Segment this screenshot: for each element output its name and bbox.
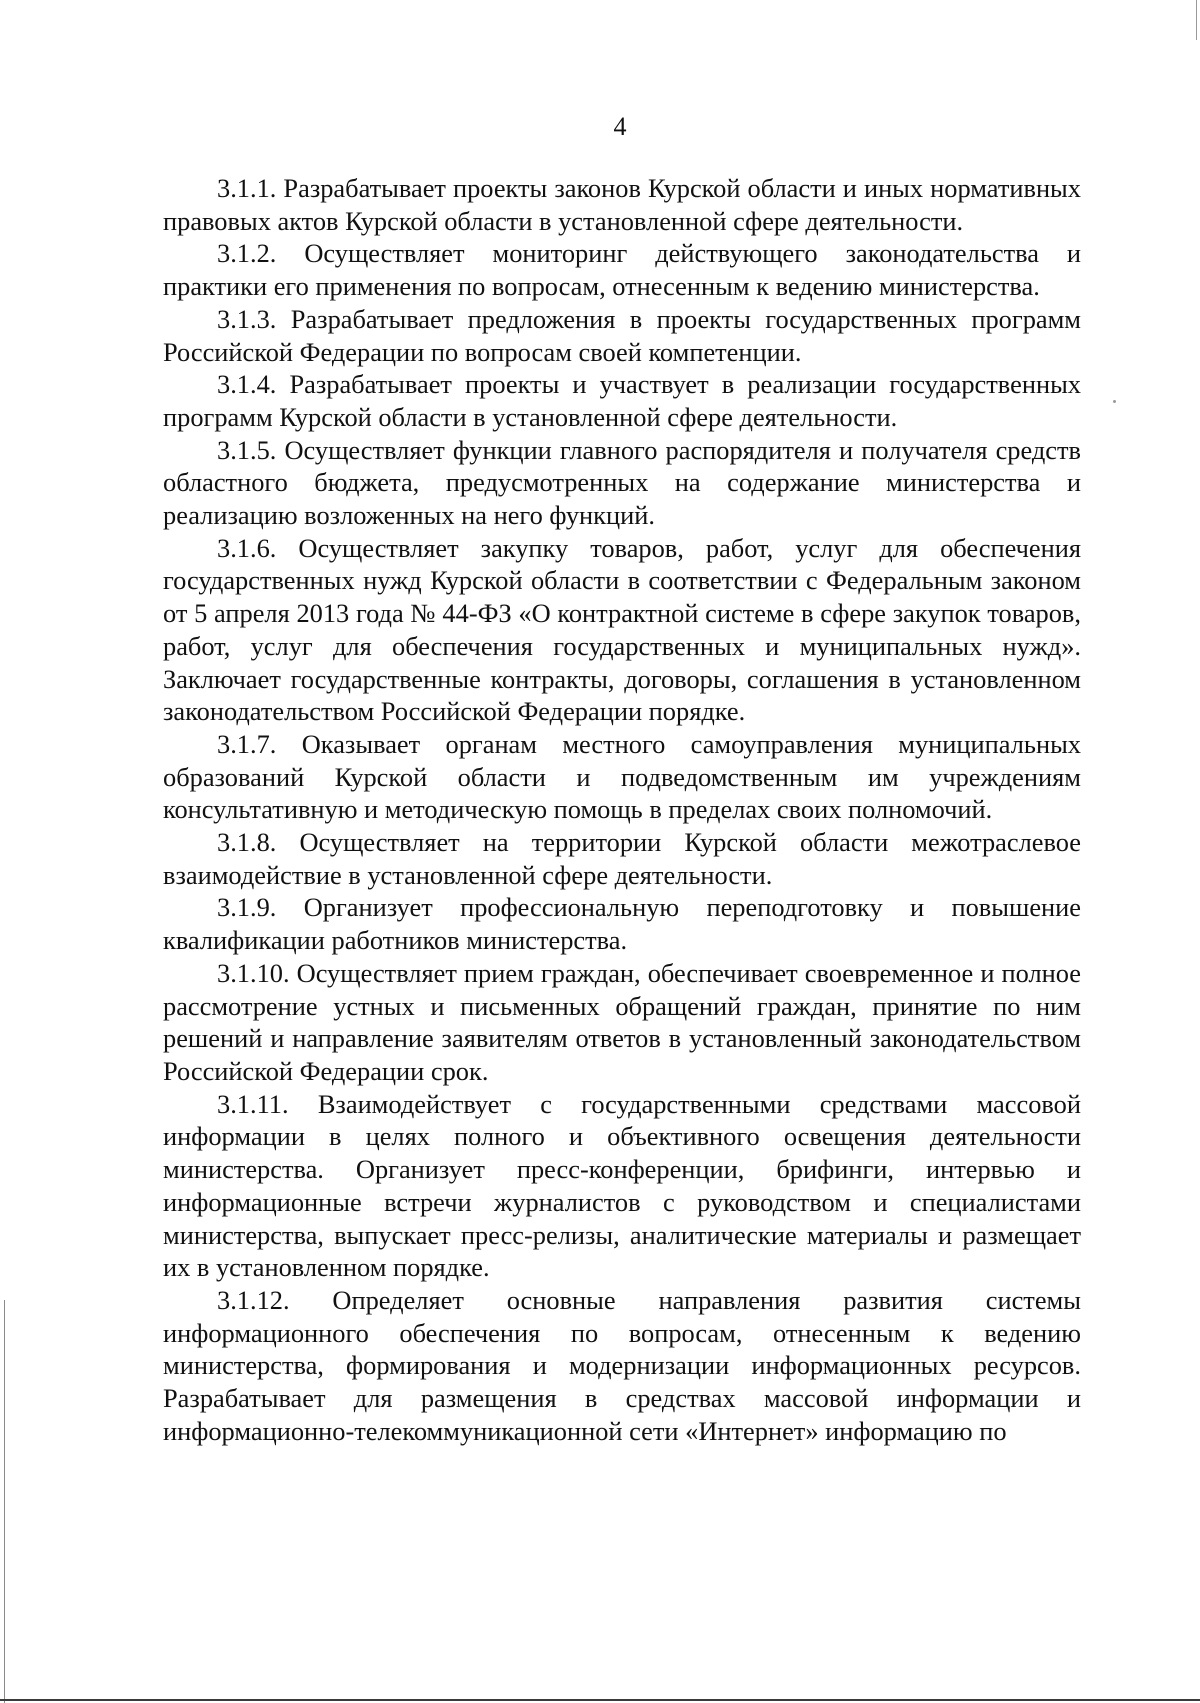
- paragraph-3-1-4: 3.1.4. Разрабатывает проекты и участвует в реализации государственных программ Курской области в установленной сфере деятельности.: [163, 369, 1081, 432]
- paragraph-3-1-6: 3.1.6. Осуществляет закупку товаров, работ, услуг для обеспечения государственных нужд Курской области в соответствии с Федеральным законом от 5 апреля 2013 года № 44-ФЗ «О контрактной системе в сфере закупок товаров, работ, услуг для обеспечения государственных и муниципальных нужд». Заключает государственные контракты, договоры, соглашения в установленном законодательством Российской Федерации порядке.: [163, 532, 1081, 727]
- document-body: [163, 172, 1081, 1447]
- paragraph-3-1-9: 3.1.9. Организует профессиональную переподготовку и повышение квалификации работников министерства.: [163, 892, 1081, 956]
- page-number: 4: [613, 112, 627, 141]
- paragraph-3-1-1: 3.1.1. Разрабатывает проекты законов Курской области и иных нормативных правовых актов Курской области в установленной сфере деятельности.: [163, 173, 1081, 236]
- paragraph-3-1-3: 3.1.3. Разрабатывает предложения в проекты государственных программ Российской Федерации по вопросам своей компетенции.: [163, 303, 1081, 367]
- paragraph-3-1-12: 3.1.12. Определяет основные направления развития системы информационного обеспечения по вопросам, отнесенным к ведению министерства, формирования и модернизации информационных ресурсов. Разрабатывает для размещения в средствах массовой информации и информационно-телекоммуникационной сети «Интернет» информацию по: [163, 1284, 1081, 1446]
- paragraph-3-1-7: 3.1.7. Оказывает органам местного самоуправления муниципальных образований Курской области и подведомственным им учреждениям консультативную и методическую помощь в пределах своих полномочий.: [163, 728, 1081, 825]
- paragraph-3-1-2: 3.1.2. Осуществляет мониторинг действующего законодательства и практики его применения по вопросам, отнесенным к ведению министерства.: [163, 238, 1081, 302]
- paragraph-3-1-11: 3.1.11. Взаимодействует с государственными средствами массовой информации в целях полного и объективного освещения деятельности министерства. Организует пресс-конференции, брифинги, интервью и информационные встречи журналистов с руководством и специалистами министерства, выпускает пресс-релизы, аналитические материалы и размещает их в установленном порядке.: [163, 1088, 1081, 1283]
- scan-edge-left: [4, 1300, 5, 1703]
- paragraph-3-1-8: 3.1.8. Осуществляет на территории Курской области межотраслевое взаимодействие в установленной сфере деятельности.: [163, 827, 1081, 890]
- paragraph-3-1-10: 3.1.10. Осуществляет прием граждан, обеспечивает своевременное и полное рассмотрение устных и письменных обращений граждан, принятие по ним решений и направление заявителям ответов в установленный законодательством Российской Федерации срок.: [163, 957, 1081, 1086]
- paragraph-3-1-5: 3.1.5. Осуществляет функции главного распорядителя и получателя средств областного бюджета, предусмотренных на содержание министерства и реализацию возложенных на него функций.: [163, 434, 1081, 531]
- scan-edge-bottom: [0, 1699, 1200, 1701]
- scan-speck: [1113, 400, 1116, 403]
- scan-edge-right: [1196, 0, 1197, 40]
